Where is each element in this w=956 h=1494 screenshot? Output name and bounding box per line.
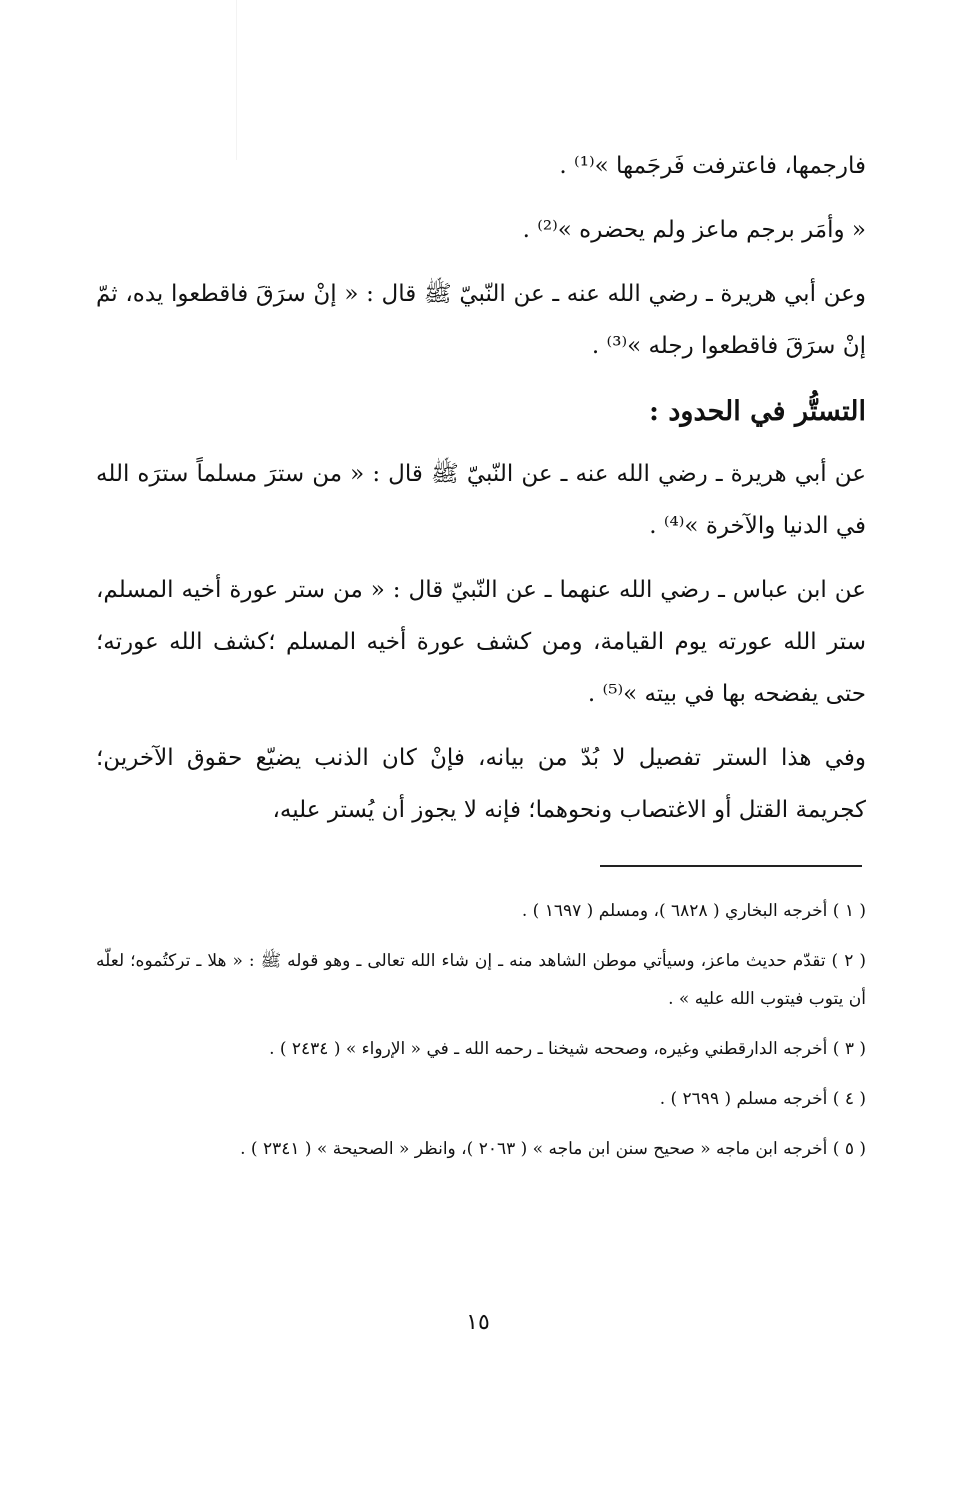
page-crease [236, 0, 237, 160]
paragraph-4: عن أبي هريرة ـ رضي الله عنه ـ عن النّبيّ ﷺ قال : « من سترَ مسلماً سترَه الله في الدنيا والآخرة »⁽⁴⁾ . [96, 461, 866, 539]
paragraph-6: وفي هذا الستر تفصيل لا بُدّ من بيانه، فإنْ كان الذنب يضيّع حقوق الآخرين؛ كجريمة القتل أو الاغتصاب ونحوهما؛ فإنه لا يجوز أن يُستر عليه، [96, 745, 866, 823]
paragraph-1: فارجمها، فاعترفت فَرجَمها »⁽¹⁾ . [559, 153, 866, 179]
main-text [96, 140, 866, 848]
footnote-1: ( ١ ) أخرجه البخاري ( ٦٨٢٨ )، ومسلم ( ١٦٩٧ ) . [521, 901, 866, 921]
section-heading: التستُّر في الحدود : [649, 396, 866, 427]
paragraph-2: « وأمَر برجم ماعز ولم يحضره »⁽²⁾ . [522, 217, 866, 243]
paragraph-5: عن ابن عباس ـ رضي الله عنهما ـ عن النّبيّ قال : « من ستر عورة أخيه المسلم، ستر الله عورته يوم القيامة، ومن كشف عورة أخيه المسلم ؛كشف الله عورته؛ حتى يفضحه بها في بيته »⁽⁵⁾ . [96, 577, 866, 707]
paragraph-3: وعن أبي هريرة ـ رضي الله عنه ـ عن النّبيّ ﷺ قال : « إنْ سرَقَ فاقطعوا يده، ثمّ إنْ سرَقَ فاقطعوا رجله »⁽³⁾ . [96, 281, 866, 359]
footnote-5: ( ٥ ) أخرجه ابن ماجه « صحيح سنن ابن ماجه » ( ٢٠٦٣ )، وانظر « الصحيحة » ( ٢٣٤١ ) . [240, 1139, 866, 1159]
footnotes [96, 892, 866, 1180]
footnote-4: ( ٤ ) أخرجه مسلم ( ٢٦٩٩ ) . [659, 1089, 866, 1109]
footnote-3: ( ٣ ) أخرجه الدارقطني وغيره، وصححه شيخنا ـ رحمه الله ـ في « الإرواء » ( ٢٤٣٤ ) . [269, 1039, 866, 1059]
footnote-2: ( ٢ ) تقدّم حديث ماعز، وسيأتي موطن الشاهد منه ـ إن شاء الله تعالى ـ وهو قوله ﷺ : « هلا ـ تركتُموه؛ لعلّه أن يتوب فيتوب الله عليه » . [96, 951, 866, 1009]
footnote-divider [600, 865, 862, 867]
page-number: ١٥ [466, 1310, 490, 1335]
